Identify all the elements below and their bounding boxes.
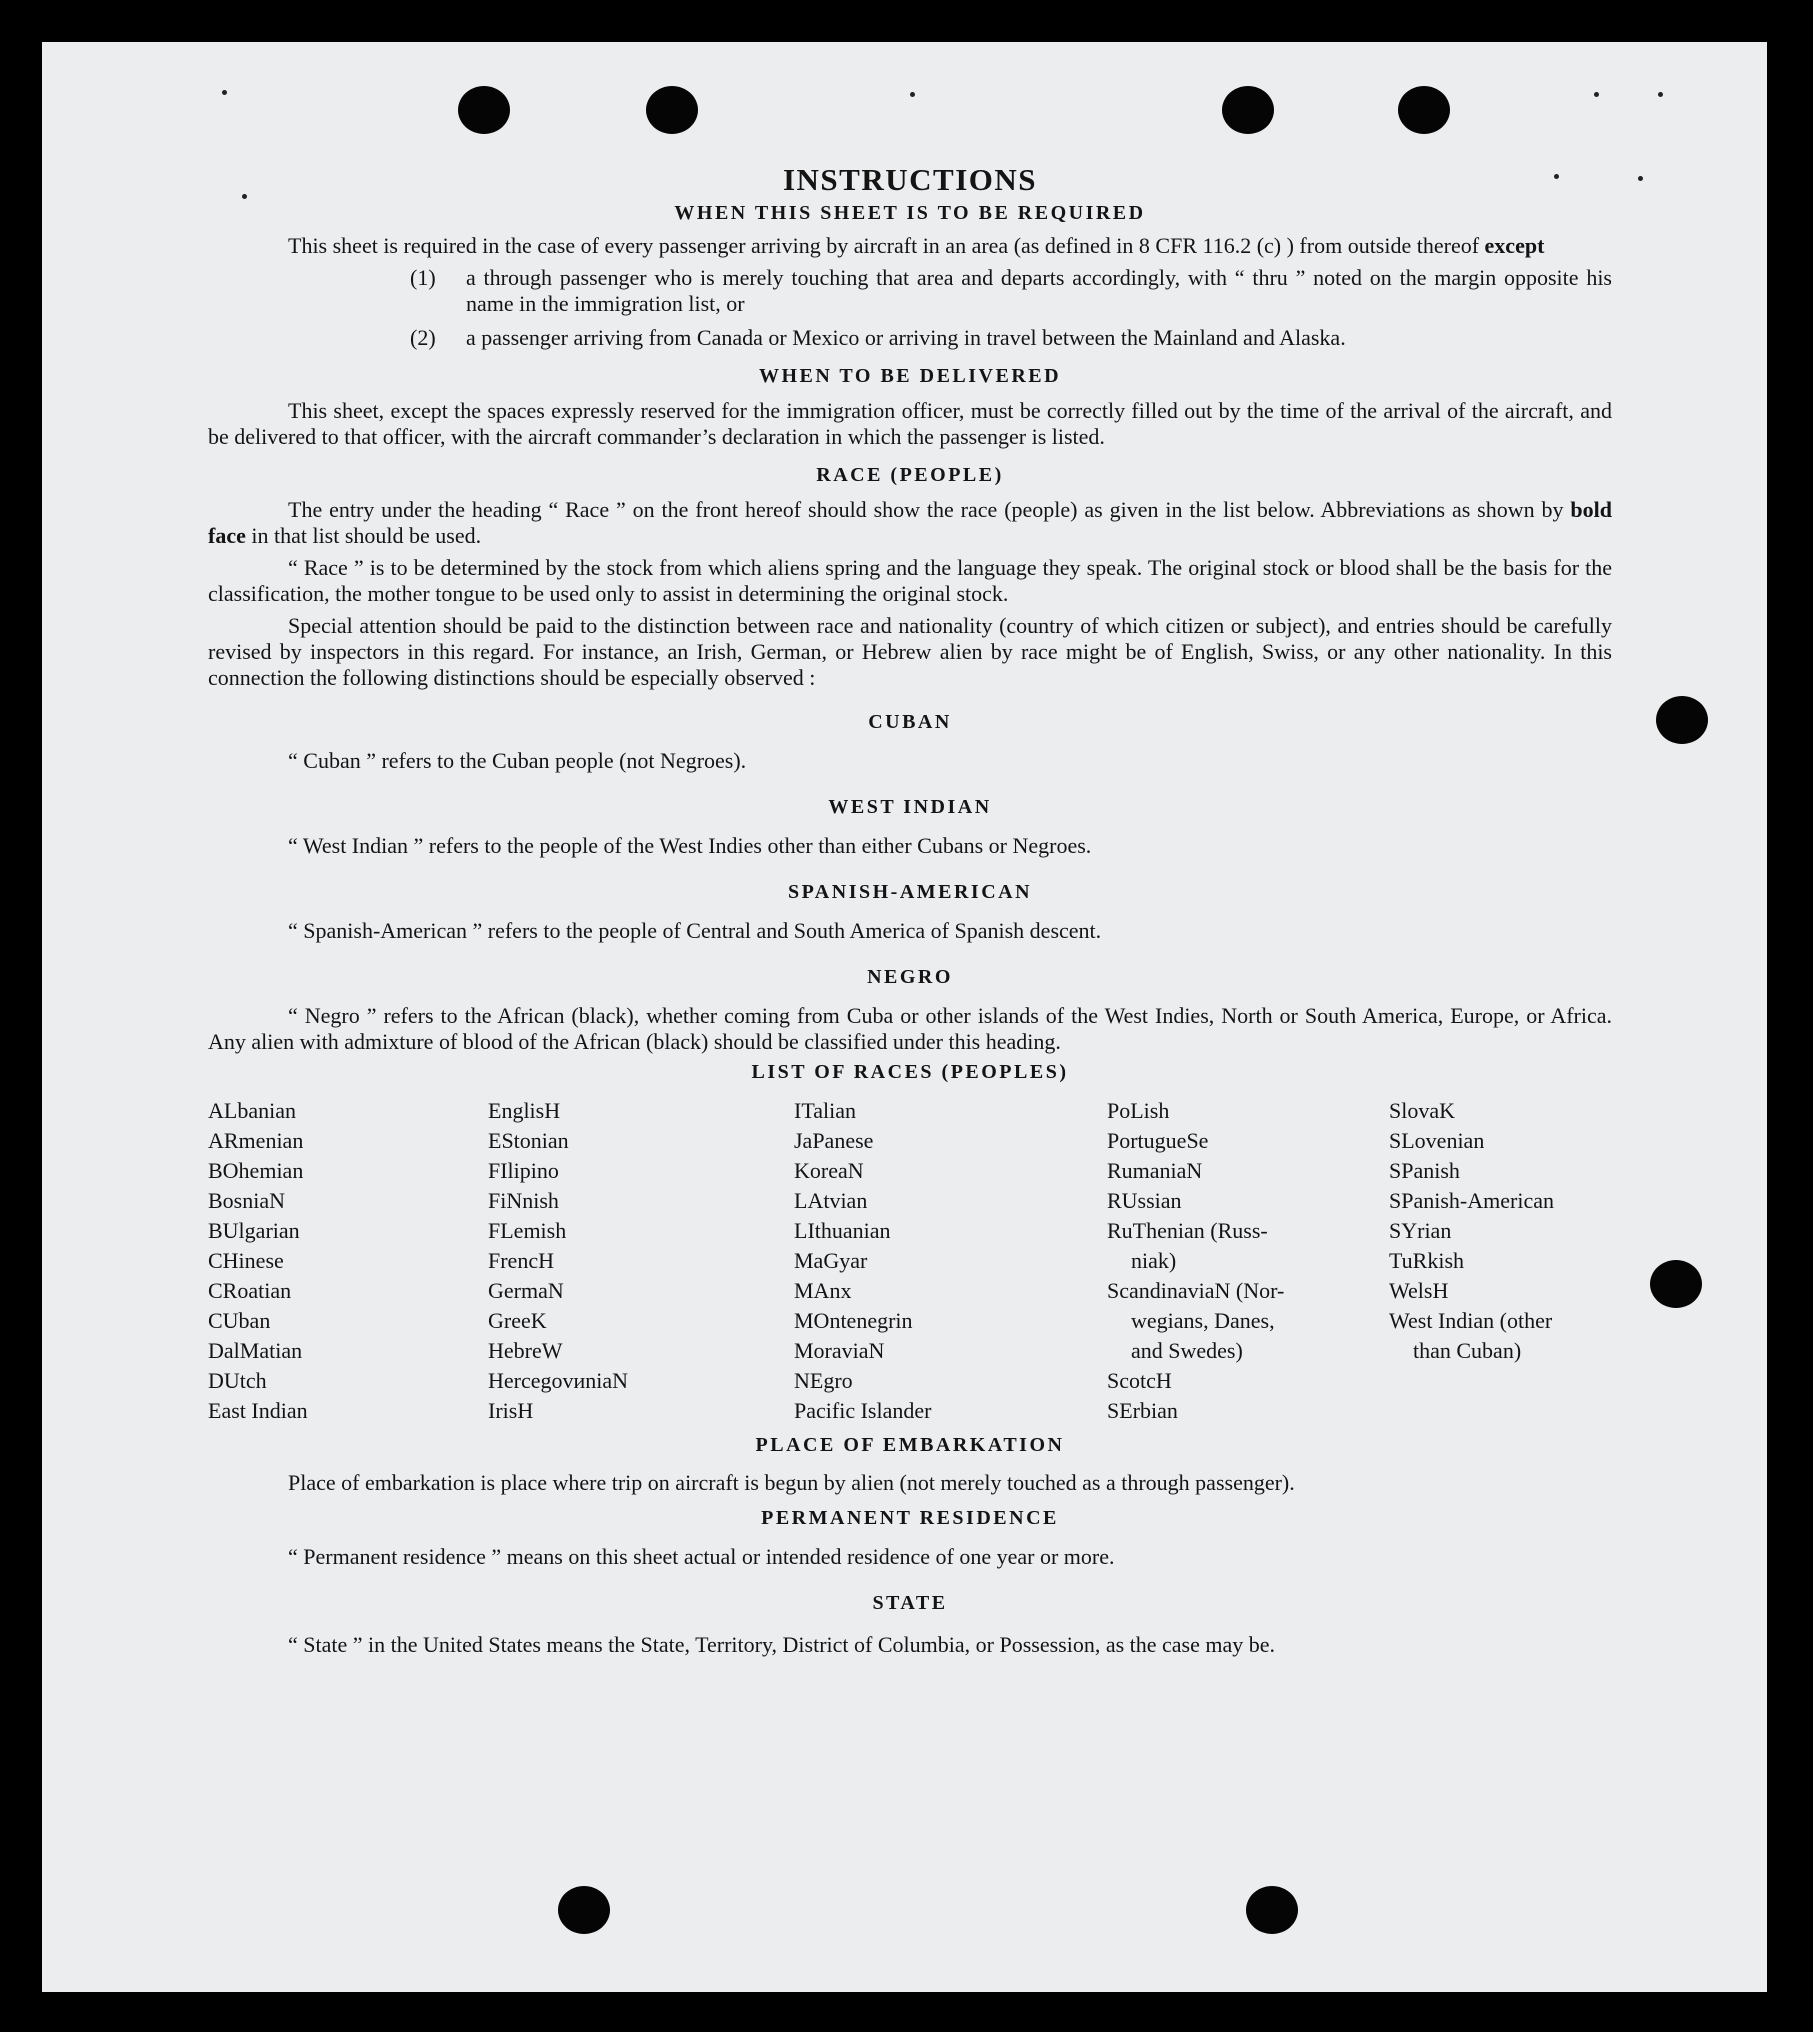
residence-text: “ Permanent residence ” means on this sheet actual or intended residence of one year or more. xyxy=(288,1544,1115,1569)
race-paragraph-1 xyxy=(208,497,1612,549)
race-entry: MAnx xyxy=(794,1278,852,1303)
race-entry: KoreaN xyxy=(794,1158,864,1183)
west-indian-text: “ West Indian ” refers to the people of the West Indies other than either Cubans or Negroes. xyxy=(288,833,1092,858)
heading-list-of-races: LIST OF RACES (PEOPLES) xyxy=(751,1061,1069,1083)
heading-embarkation: PLACE OF EMBARKATION xyxy=(755,1434,1065,1456)
race-entry: SLovenian xyxy=(1389,1128,1485,1153)
heading-when-delivered: WHEN TO BE DELIVERED xyxy=(758,365,1062,387)
heading-spanish-american: SPANISH-AMERICAN xyxy=(787,881,1033,903)
race-entry: PortugueSe xyxy=(1107,1128,1209,1153)
race-entry: PoLish xyxy=(1107,1098,1170,1123)
race-p1-end: in that list should be used. xyxy=(251,523,482,548)
races-column xyxy=(1107,1096,1389,1426)
heading-negro: NEGRO xyxy=(867,966,953,988)
punch-hole xyxy=(1398,86,1450,134)
when-delivered-text: This sheet, except the spaces expressly reserved for the immigration officer, must be correctly filled out by the time of the arrival of the aircraft, and be delivered to that officer, with the aircraft commander’s declaration in which the passenger is listed. xyxy=(208,398,1612,449)
item-number: (2) xyxy=(410,325,436,350)
race-entry: DUtch xyxy=(208,1368,267,1393)
punch-hole xyxy=(1656,696,1708,744)
race-entry: than Cuban) xyxy=(1413,1338,1522,1363)
race-p1-start: The entry under the heading “ Race ” on the front hereof should show the race (people) as given in the list below. Abbreviations as shown by xyxy=(288,497,1564,522)
instructions-content xyxy=(208,162,1612,1661)
race-entry: ALbanian xyxy=(208,1098,296,1123)
cuban-text: “ Cuban ” refers to the Cuban people (not Negroes). xyxy=(288,748,747,773)
race-entry: LIthuanian xyxy=(794,1218,891,1243)
race-entry: RumaniaN xyxy=(1107,1158,1203,1183)
race-entry: RuThenian (Russ- xyxy=(1107,1218,1268,1243)
race-p1-bold: bold face xyxy=(208,497,1612,548)
race-entry: LAtvian xyxy=(794,1188,868,1213)
race-entry: IrisH xyxy=(488,1398,534,1423)
races-list xyxy=(208,1096,1612,1426)
race-entry: BUlgarian xyxy=(208,1218,300,1243)
race-entry: niak) xyxy=(1131,1248,1177,1273)
punch-hole xyxy=(1222,86,1274,134)
speck xyxy=(1594,92,1599,97)
punch-hole xyxy=(646,86,698,134)
races-column xyxy=(208,1096,488,1426)
race-entry: wegians, Danes, xyxy=(1131,1308,1275,1333)
page-title: INSTRUCTIONS xyxy=(782,162,1037,197)
race-entry: DalMatian xyxy=(208,1338,303,1363)
speck xyxy=(1638,176,1643,181)
race-entry: SPanish-American xyxy=(1389,1188,1554,1213)
punch-hole xyxy=(1650,1260,1702,1308)
intro-bold: except xyxy=(1484,233,1545,258)
race-entry: East Indian xyxy=(208,1398,308,1423)
race-entry: EnglisH xyxy=(488,1098,561,1123)
punch-hole xyxy=(1246,1886,1298,1934)
race-entry: CHinese xyxy=(208,1248,284,1273)
heading-residence: PERMANENT RESIDENCE xyxy=(761,1507,1059,1529)
punch-hole xyxy=(558,1886,610,1934)
race-entry: HebreW xyxy=(488,1338,563,1363)
item-number: (1) xyxy=(410,265,436,290)
negro-text: “ Negro ” refers to the African (black), whether coming from Cuba or other islands of the West Indies, North or South America, Europe, or Africa. Any alien with admixture of blood of the African (black) should be classified under this heading. xyxy=(208,1003,1612,1054)
item-text: a passenger arriving from Canada or Mexico or arriving in travel between the Mainland and Alaska. xyxy=(466,325,1346,350)
document-page xyxy=(42,42,1767,1992)
race-entry: SlovaK xyxy=(1389,1098,1455,1123)
race-entry: WelsH xyxy=(1389,1278,1449,1303)
race-entry: ITalian xyxy=(794,1098,856,1123)
race-entry: Pacific Islander xyxy=(794,1398,932,1423)
heading-when-required: WHEN THIS SHEET IS TO BE REQUIRED xyxy=(674,202,1146,224)
speck xyxy=(1658,92,1663,97)
spanish-american-text: “ Spanish-American ” refers to the people of Central and South America of Spanish descent. xyxy=(288,918,1102,943)
race-entry: FIlipino xyxy=(488,1158,559,1183)
heading-west-indian: WEST INDIAN xyxy=(828,796,992,818)
race-entry: and Swedes) xyxy=(1131,1338,1243,1363)
race-entry: BOhemian xyxy=(208,1158,304,1183)
race-entry: GreeK xyxy=(488,1308,547,1333)
race-entry: SErbian xyxy=(1107,1398,1178,1423)
race-paragraph-3: Special attention should be paid to the distinction between race and nationality (country of which citizen or subject), and entries should be carefully revised by inspectors in this regard. For instance, an Irish, German, or Hebrew alien by race might be of English, Swiss, or any other nationality. In this connection the following distinctions should be especially observed : xyxy=(208,613,1612,690)
races-column xyxy=(488,1096,794,1426)
intro-text: This sheet is required in the case of every passenger arriving by aircraft in an area (as defined in 8 CFR 116.2 (c) ) from outside thereof xyxy=(288,233,1480,258)
state-text: “ State ” in the United States means the State, Territory, District of Columbia, or Possession, as the case may be. xyxy=(288,1632,1276,1657)
speck xyxy=(910,92,915,97)
race-entry: MOntenegrin xyxy=(794,1308,913,1333)
race-entry: RUssian xyxy=(1107,1188,1182,1213)
race-entry: NEgro xyxy=(794,1368,853,1393)
race-entry: MaGyar xyxy=(794,1248,868,1273)
race-paragraph-2: “ Race ” is to be determined by the stock from which aliens spring and the language they speak. The original stock or blood shall be the basis for the classification, the mother tongue to be used only to assist in determining the original stock. xyxy=(208,555,1612,606)
race-entry: ARmenian xyxy=(208,1128,304,1153)
heading-state: STATE xyxy=(872,1592,948,1614)
when-required-intro xyxy=(208,233,1612,259)
race-entry: FiNnish xyxy=(488,1188,559,1213)
race-entry: CRoatian xyxy=(208,1278,292,1303)
race-entry: HercegovиniaN xyxy=(488,1368,629,1393)
race-entry: FLemish xyxy=(488,1218,567,1243)
race-entry: EStonian xyxy=(488,1128,569,1153)
race-entry: JaPanese xyxy=(794,1128,874,1153)
race-entry: BosniaN xyxy=(208,1188,285,1213)
race-entry: SPanish xyxy=(1389,1158,1460,1183)
list-item xyxy=(208,325,1612,351)
race-entry: GermaN xyxy=(488,1278,564,1303)
race-entry: CUban xyxy=(208,1308,271,1333)
races-column xyxy=(1389,1096,1612,1426)
race-entry: ScotcH xyxy=(1107,1368,1172,1393)
heading-race: RACE (PEOPLE) xyxy=(816,464,1004,486)
embarkation-text: Place of embarkation is place where trip on aircraft is begun by alien (not merely touched as a through passenger). xyxy=(288,1470,1295,1495)
item-text: a through passenger who is merely touching that area and departs accordingly, with “ thru ” noted on the margin opposite his name in the immigration list, or xyxy=(466,265,1612,316)
list-item xyxy=(208,265,1612,317)
race-entry: West Indian (other xyxy=(1389,1308,1553,1333)
race-entry: ScandinaviaN (Nor- xyxy=(1107,1278,1285,1303)
punch-hole xyxy=(458,86,510,134)
speck xyxy=(222,90,227,95)
race-entry: MoraviaN xyxy=(794,1338,885,1363)
race-entry: SYrian xyxy=(1389,1218,1452,1243)
heading-cuban: CUBAN xyxy=(868,711,952,733)
race-entry: TuRkish xyxy=(1389,1248,1465,1273)
races-column xyxy=(794,1096,1107,1426)
race-entry: FrencH xyxy=(488,1248,554,1273)
